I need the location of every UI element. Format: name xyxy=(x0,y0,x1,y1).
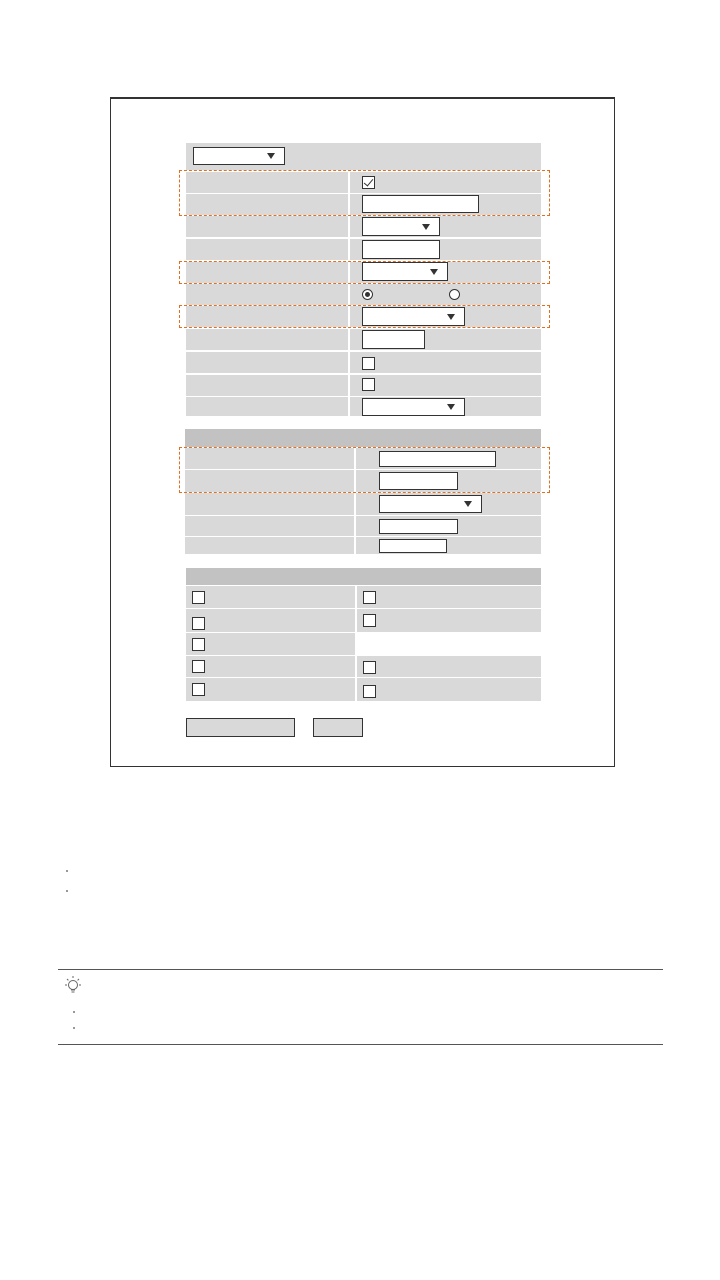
s3-checkbox-7[interactable] xyxy=(363,661,376,674)
s2-row-4-input[interactable] xyxy=(379,519,458,534)
tip-bottom-rule xyxy=(58,1044,663,1045)
secondary-button[interactable] xyxy=(313,718,363,737)
lightbulb-icon xyxy=(62,975,84,997)
s2-row-5 xyxy=(185,537,541,554)
s3-checkbox-5[interactable] xyxy=(192,638,205,651)
s1-row-9-checkbox[interactable] xyxy=(362,357,375,370)
s3-column-divider xyxy=(355,586,357,701)
s3-row-3 xyxy=(186,633,355,655)
highlight-box xyxy=(179,170,550,216)
s3-checkbox-9[interactable] xyxy=(363,685,376,698)
tip-top-rule xyxy=(58,969,663,970)
s2-row-3 xyxy=(185,493,541,515)
s3-checkbox-1[interactable] xyxy=(192,591,205,604)
s1-row-10-checkbox[interactable] xyxy=(362,378,375,391)
highlight-box xyxy=(179,305,550,328)
s3-checkbox-2[interactable] xyxy=(363,591,376,604)
highlight-box xyxy=(179,261,550,284)
s1-row-8-input[interactable] xyxy=(362,330,425,349)
s1-row-3-select[interactable] xyxy=(362,217,440,236)
note-bullet xyxy=(66,870,68,872)
s1-row-6-radio-2[interactable] xyxy=(449,289,460,300)
s2-row-5-input[interactable] xyxy=(379,539,447,553)
highlight-box xyxy=(179,447,550,493)
s3-checkbox-6[interactable] xyxy=(192,660,205,673)
chevron-down-icon xyxy=(447,404,455,410)
s2-row-4 xyxy=(185,516,541,536)
chevron-down-icon xyxy=(464,501,472,507)
s1-row-4-input[interactable] xyxy=(362,240,440,259)
chevron-down-icon xyxy=(267,153,275,159)
s3-checkbox-8[interactable] xyxy=(192,683,205,696)
section2-header xyxy=(185,429,541,447)
note-bullet xyxy=(66,890,68,892)
s3-checkbox-4[interactable] xyxy=(363,614,376,627)
s3-checkbox-3[interactable] xyxy=(192,617,205,630)
s2-row-3-select[interactable] xyxy=(379,495,482,513)
chevron-down-icon xyxy=(422,224,430,230)
section3-header xyxy=(186,568,541,585)
s1-row-6-radio-1[interactable] xyxy=(362,289,373,300)
s1-row-11-select[interactable] xyxy=(362,398,465,416)
top-select[interactable] xyxy=(193,147,285,165)
tip-bullet xyxy=(73,1011,75,1013)
primary-button[interactable] xyxy=(186,718,295,737)
tip-bullet xyxy=(73,1027,75,1029)
